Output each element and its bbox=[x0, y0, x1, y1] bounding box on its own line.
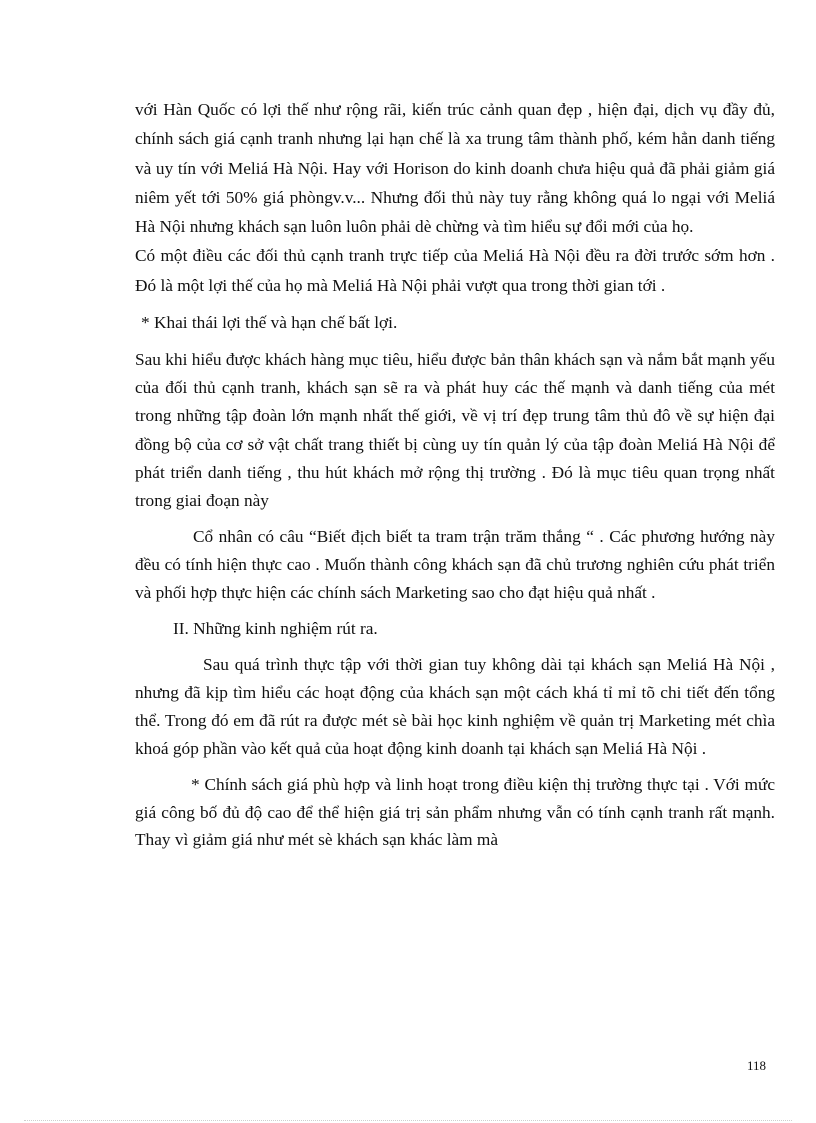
paragraph-strengths: Sau khi hiểu được khách hàng mục tiêu, hiểu được bản thân khách sạn và nắm bắt mạnh yếu của đối thủ cạnh tranh, khách sạn sẽ ra và phát huy các thế mạnh và danh tiếng của mét trong những tập đoàn lớn mạnh nhất thế giới, về vị trí đẹp trung tâm thủ đô về sự hiện đại đồng bộ của cơ sở vật chất trang thiết bị cùng uy tín quản lý của tập đoàn Meliá Hà Nội để phát triển danh tiếng , thu hút khách mở rộng thị trường . Đó là mục tiêu quan trọng nhất trong giai đoạn này bbox=[135, 349, 775, 511]
page-number: 118 bbox=[747, 1058, 767, 1073]
paragraph-internship: Sau quá trình thực tập với thời gian tuy không dài tại khách sạn Meliá Hà Nội , nhưng đã kịp tìm hiểu các hoạt động của khách sạn một cách khá tỉ mỉ tõ chi tiết đến tổng thể. Trong đó em đã rút ra được mét sè bài học kinh nghiệm về quản trị Marketing mét chìa khoá góp phần vào kết quả của hoạt động kinh doanh tại khách sạn Meliá Hà Nội . bbox=[135, 655, 775, 759]
paragraph-pricing-policy: * Chính sách giá phù hợp và linh hoạt trong điều kiện thị trường thực tại . Với mức giá công bố đủ độ cao để thể hiện giá trị sản phẩm nhưng vẫn có tính cạnh tranh rất mạnh. Thay vì giảm giá như mét sè khách sạn khác làm mà bbox=[135, 775, 775, 850]
paragraph-competitors: với Hàn Quốc có lợi thế như rộng rãi, kiến trúc cảnh quan đẹp , hiện đại, dịch vụ đầy đủ, chính sách giá cạnh tranh nhưng lại hạn chế là xa trung tâm thành phố, kém hẳn danh tiếng và uy tín với Meliá Hà Nội. Hay với Horison do kinh doanh chưa hiệu quả đã phải giảm giá niêm yết tới 50% giá phòngv.v... Nhưng đối thủ này tuy rằng không quá lo ngại với Meliá Hà Nội nhưng khách sạn luôn luôn phải dè chừng và tìm hiểu sự đổi mới của họ. bbox=[135, 100, 775, 237]
page-bottom-divider bbox=[24, 1120, 792, 1121]
subheading-exploit-advantages: * Khai thái lợi thế và hạn chế bất lợi. bbox=[141, 313, 398, 333]
paragraph-earlier-entrants: Có một điều các đối thủ cạnh tranh trực tiếp của Meliá Hà Nội đều ra đời trước sớm hơn . Đó là một lợi thế của họ mà Meliá Hà Nội phải vượt qua trong thời gian tới . bbox=[135, 246, 775, 295]
paragraph-proverb: Cổ nhân có câu “Biết địch biết ta tram trận trăm thắng “ . Các phương hướng này đều có tính hiện thực cao . Muốn thành công khách sạn đã chủ trương nghiên cứu phát triển và phối hợp thực hiện các chính sách Marketing sao cho đạt hiệu quả nhất . bbox=[135, 527, 775, 603]
section-heading-lessons: II. Những kinh nghiệm rút ra. bbox=[173, 619, 378, 639]
page-body bbox=[135, 95, 775, 854]
